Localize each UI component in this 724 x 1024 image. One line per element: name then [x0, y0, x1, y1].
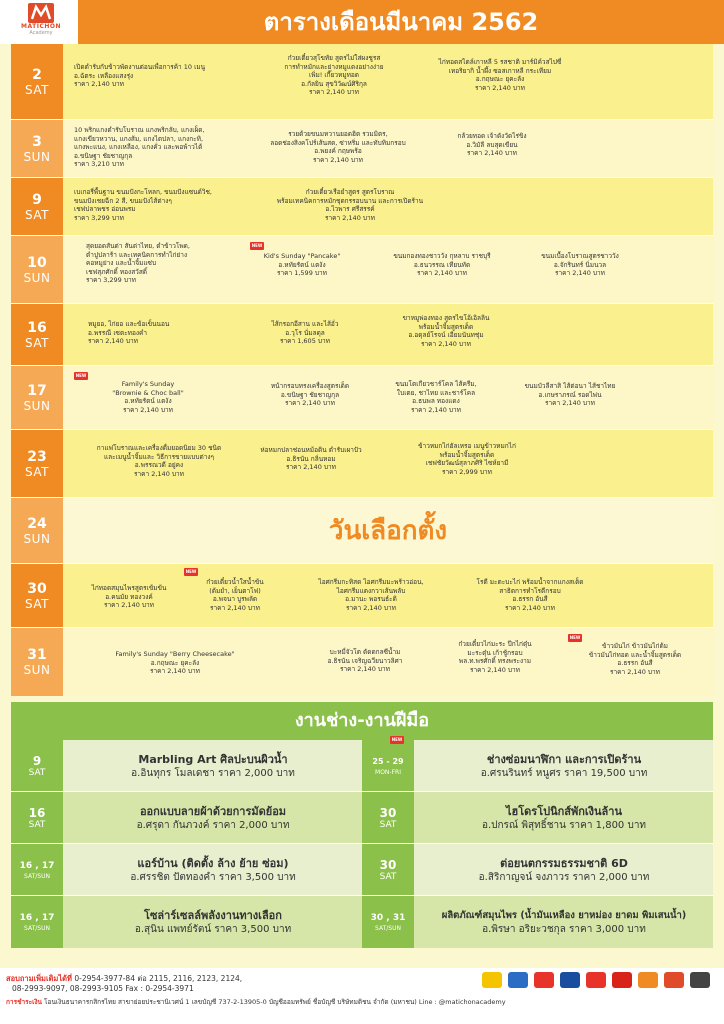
event-block[interactable]: หมูยอ, ไก่ยอ และข้อเข็นนอน อ.พรรณี เซตะทองคำ ราคา 2,140 บาท: [88, 320, 170, 345]
schedule-row: [0, 236, 724, 304]
sponsor-logo-icon: [638, 972, 658, 988]
event-block[interactable]: ไอศกรีมกะทิสด ไอศกรีมมะพร้าวอ่อน, ไอศกรีมแตงกวาเส้นพลับ อ.มานะ พอรนธ์ะดิ ราคา 2,140 บาท: [318, 578, 424, 612]
new-badge: NEW: [75, 373, 87, 378]
schedule-row: [0, 44, 724, 120]
brand-sub: Academy: [29, 30, 53, 36]
sponsor-logo-icon: [560, 972, 580, 988]
event-block[interactable]: เบเกอรี่พื้นฐาน ขนมปังกะโหลก, ขนมปังแซนด์วิช, ขนมปังเชยฉีก 2 สี, ขนมปังไส้ต่างๆ เชฟปลาพชร อ่อนพรม ราคา 3,299 บาท: [74, 188, 212, 222]
date-cell: 31 SUN: [11, 628, 63, 696]
craft-item[interactable]: 30 SAT ต่อยนตกรรมธรรมชาติ 6D อ.สิริกาญจน์ จงภาวร ราคา 2,000 บาท: [362, 844, 713, 896]
event-block[interactable]: สุดยอดสันต่า สันต่าไทย, ตำข้าวโพด, ตำปูปลาร้า และเทคนิคการทำไก่ย่าง คอหมูย่าง และน้ำจิ้มแซ่บ เชฟสุภศักดิ์ ทองสวัสดิ์ ราคา 3,299 บาท: [86, 242, 190, 284]
date-cell: 30 SAT: [362, 792, 414, 844]
craft-item[interactable]: 16 , 17 SAT/SUN แอร์บ้าน (ติดตั้ง ล้าง ย้าย ซ่อม) อ.ศรรชิต ปัตทองคำ ราคา 3,500 บาท: [11, 844, 362, 896]
craft-item[interactable]: 16 SAT ออกแบบลายผ้าด้วยการมัดย้อม อ.ศรุดา กันภวงค์ ราคา 2,000 บาท: [11, 792, 362, 844]
matichon-logo: [10, 3, 72, 43]
date-cell: 9 SAT: [11, 178, 63, 236]
schedule-row: [0, 564, 724, 628]
election-day-banner: วันเลือกตั้ง: [328, 516, 448, 546]
sponsor-logo-icon: [586, 972, 606, 988]
craft-item[interactable]: 30 , 31 SAT/SUN ผลิตภัณฑ์สมุนไพร (น้ำมันเหลือง ยาหม่อง ยาดม พิมเสนน้ำ) อ.พิรษา อริยะวชกุล ราคา 3,000 บาท: [362, 896, 713, 948]
event-block[interactable]: เปิดตำรับกับข้าวพัดงานต่อนเพื่อการค้า 10 เมนู อ.ฉัตระ เหลืองแสงรุ่ง ราคา 2,140 บาท: [74, 63, 206, 88]
craft-item[interactable]: 30 SAT ไฮโดรโปนิกส์พักเงินล้าน อ.ปกรณ์ พิสุทธิ์ชาน ราคา 1,800 บาท: [362, 792, 713, 844]
date-cell: 16 , 17 SAT/SUN: [11, 844, 63, 896]
craft-item[interactable]: 25 - 29 MON-FRI NEW ช่างซ่อมนาฬิกา และการเปิดร้าน อ.ศรนรินทร์ หนูศร ราคา 19,500 บาท: [362, 740, 713, 792]
event-block[interactable]: ข้าวหมกไก่ฮัลเหรอ เมนูข้าวหมกไก่ พร้อมน้ำจิ้มสูตรเด็ด เชฟชัยวัฒน์สุลาภศิริ ไซห์ยามี ราคา 2,999 บาท: [418, 442, 516, 476]
event-block[interactable]: ไส้กรอกอีสาน และไส้อั่ว อ.วุโร นั่มลดุล ราคา 1,605 บาท: [271, 320, 339, 345]
payment-info: การชำระเงิน โอนเงินธนาคารกสิกรไทย สาขาย่อยประชานิเวศน์ 1 เลขบัญชี 737-2-13905-0 บัญชีออมทรัพย์ ชื่อบัญชี บริษัทมติชน จำกัด (มหาชน) Line : @matichonacademy: [6, 998, 506, 1006]
schedule-row: [0, 304, 724, 366]
new-badge: NEW: [251, 243, 263, 248]
event-block[interactable]: ขนมโตเกียวชาร์โคล ไส้ครีม, ใบเตย, ชาไทย และชาร์โคล อ.ธนพล ทองแดง ราคา 2,140 บาท: [395, 380, 477, 414]
sponsor-logo-icon: [482, 972, 502, 988]
date-cell: 25 - 29 MON-FRI: [362, 740, 414, 792]
date-cell: 16 , 17 SAT/SUN: [11, 896, 63, 948]
date-cell: 16 SAT: [11, 792, 63, 844]
sponsor-logo-icon: [508, 972, 528, 988]
event-block[interactable]: โรตี มะตะบะไก่ พร้อมน้ำจากแกงสเต็ด สาธิตการทำโรตีกรอบ อ.ธรรก อันสี ราคา 2,140 บาท: [476, 578, 584, 612]
new-badge: NEW: [569, 635, 581, 640]
date-cell: 9 SAT: [11, 740, 63, 792]
date-cell: 30 SAT: [362, 844, 414, 896]
sponsor-logo-icon: [664, 972, 684, 988]
event-block[interactable]: Family's Sunday "Berry Cheesecake" อ.กฤษณะ ยุคะลัง ราคา 2,140 บาท: [115, 650, 235, 675]
event-block[interactable]: 10 พริกแกงตำรับโบราณ แกงพริกลับ, แกงเผ็ด, แกงเขียวหวาน, แกงส้ม, แกงไตปลา, แกงกะทิ, แกงพะแนง, แกงเหลือง, แกงคั่ว และพอพ้าวได้ อ.ขนิษฐา ชัยชาญกุล ราคา 3,210 บาท: [74, 126, 205, 168]
sponsor-logo-icon: [612, 972, 632, 988]
sponsor-logo-icon: [690, 972, 710, 988]
date-cell: 23 SAT: [11, 430, 63, 498]
new-badge: NEW: [391, 737, 403, 742]
schedule-row: [0, 120, 724, 178]
schedule-row: [0, 628, 724, 696]
event-block[interactable]: รวยด้วยขนมหวานยอดฮิต รวมมิตร, ลอดช่องสิงคโปร์เส้นสด, ซ่าหริ่ม และทับทิมกรอบ อ.พยงค์ กฤษพร้อ ราคา 2,140 บาท: [270, 130, 406, 164]
date-cell: 2 SAT: [11, 44, 63, 120]
event-block[interactable]: หน้ากรอบทรงเครื่องสูตรเด็ด อ.ขนิษฐา ชัยชาญกุล ราคา 2,140 บาท: [270, 382, 350, 407]
event-block[interactable]: ขนมบัวลีสาสิ ไส้ต่อนา ไส้ชาไทย อ.เกษราภรณ์ รอดไพ่น ราคา 2,140 บาท: [524, 382, 616, 407]
sponsor-logos: [482, 972, 710, 988]
schedule-row: [0, 498, 724, 564]
event-block[interactable]: ไก่ทอดสไตล์เกาหลี 5 รสชาติ มาร์มิค์วสไปซี่ เทอริยากิ น้ำผึ้ง ซอสเกาหลี กระเทียม อ.กฤษณะ ยุคะลัง ราคา 2,140 บาท: [438, 58, 562, 92]
event-block[interactable]: ก๋วยเตี๋ยวไก่มะระ ปีกไก่ตุ๋น มะระตุ๋น เก้าชู้กรอบ พล.ท.พรศักดิ์ ทรงพระงาม ราคา 2,140 บาท: [458, 640, 532, 674]
event-block[interactable]: ขาหมูพ่องทอง สูตรไขโอ้เอิลลิน พร้อมน้ำจิ้มสูตรเด็ด อ.อดุลย์โรจน์ เอียมนันทชุ่ม ราคา 2,140 บาท: [402, 314, 490, 348]
event-block[interactable]: ข้าวมันไก่ ข้าวมันไก่ต้ม ข้าวมันไก่ทอด และน้ำจิ้มสูตรเด็ด อ.ธรรก อันสี ราคา 2,140 บาท: [588, 642, 682, 676]
date-cell: 3 SUN: [11, 120, 63, 178]
sponsor-logo-icon: [534, 972, 554, 988]
event-block[interactable]: ก๋วยเตี๋ยวน้ำใสน้ำข้น (ต้มยำ, เย็นตาโฟ) อ.พจนา บูรพลัด ราคา 2,140 บาท: [206, 578, 264, 612]
schedule-row: [0, 178, 724, 236]
date-cell: 30 SAT: [11, 564, 63, 628]
event-block[interactable]: ขนมกองทองชาววัง กุหลาบ ราชบุรี อ.ธนวรรณ เทียนทัด ราคา 2,140 บาท: [393, 252, 491, 277]
event-block[interactable]: กล้วยทอด เจ้าดังวัดไร่ขิง อ.วิมัลี ลบสุดเขียน ราคา 2,140 บาท: [457, 132, 527, 157]
craft-section-title: งานช่าง-งานฝีมือ: [11, 702, 713, 740]
date-cell: 24 SUN: [11, 498, 63, 564]
event-block[interactable]: ก๋วยเตี๋ยวเรือยำสูตร สูตรโบราณ พร้อมเทคนิคการหมักชุดกรรอบนาน และการเปิดร้าน อ.ไวพาร ศรีสรรค์ ราคา 2,140 บาท: [276, 188, 424, 222]
event-block[interactable]: Family's Sunday "Brownie & Choc ball" อ.หทัยรัตน์ แตงัง ราคา 2,140 บาท: [112, 380, 184, 414]
event-block[interactable]: ห่อหมกปลาช่อนหม้อดิน ตำรับเผาปัว อ.ธิรนัน กลิ่นหอม ราคา 2,140 บาท: [260, 446, 362, 471]
page-title: ตารางเดือนมีนาคม 2562: [78, 0, 724, 44]
date-cell: 30 , 31 SAT/SUN: [362, 896, 414, 948]
footer: [0, 968, 724, 1024]
craft-item[interactable]: 16 , 17 SAT/SUN โซล่าร์เซลล์พลังงานทางเลือก อ.สุนิน แพทย์รัตน์ ราคา 3,500 บาท: [11, 896, 362, 948]
date-cell: 17 SUN: [11, 366, 63, 430]
schedule-row: [0, 366, 724, 430]
craft-item[interactable]: 9 SAT Marbling Art ศิลปะบนผิวน้ำ อ.อินทุกร โมลเดชา ราคา 2,000 บาท: [11, 740, 362, 792]
date-cell: 10 SUN: [11, 236, 63, 304]
contact-info: สอบถามเพิ่มเติมได้ที่ 0-2954-3977-84 ต่อ 2115, 2116, 2123, 2124, 08-2993-9097, 08-2993-9105 Fax : 0-2954-3971: [6, 974, 243, 993]
event-block[interactable]: กาแฟโบราณและเครื่องดื่มยอดนิยม 30 ชนิด และเมนูน้ำจิ้มและ วิธีการขายแบบต่างๆ อ.พรรณวดี อยู่คง ราคา 2,140 บาท: [96, 444, 222, 478]
new-badge: NEW: [185, 569, 197, 574]
event-block[interactable]: ไก่ทอดสมุนไพรสูตรเข้มข้น อ.คนมัย ทองวงค์ ราคา 2,140 บาท: [91, 584, 167, 609]
matichon-logo-icon: [28, 3, 54, 23]
event-block[interactable]: ขนมเบื้องโบราณสูตรชาววัง อ.จักรินทร์ นิ่มนวล ราคา 2,140 บาท: [541, 252, 619, 277]
brand-name: MATICHON: [20, 23, 62, 30]
header: [0, 0, 724, 44]
event-block[interactable]: บะหมี่จัวโต ตัดดกลซีน้ำม อ.ธิรนัน เจริญฉวียนาวลิศา ราคา 2,140 บาท: [327, 648, 403, 673]
schedule-row: [0, 430, 724, 498]
event-block[interactable]: Kid's Sunday "Pancake" อ.หทัยรัตน์ แตงัง ราคา 1,599 บาท: [263, 252, 341, 277]
event-block[interactable]: ก๋วยเตี๋ยวสุโขทัย สูตรไม่ใส่ผงชูรส การทำหมักและย่างหมูแดงอย่างง่าย เพิ่ม! เกี๊ยวหมูทอด อ.กัลยิน สุขวิวัฒน์ศิริกุล ราคา 2,140 บาท: [284, 54, 384, 96]
date-cell: 16 SAT: [11, 304, 63, 366]
